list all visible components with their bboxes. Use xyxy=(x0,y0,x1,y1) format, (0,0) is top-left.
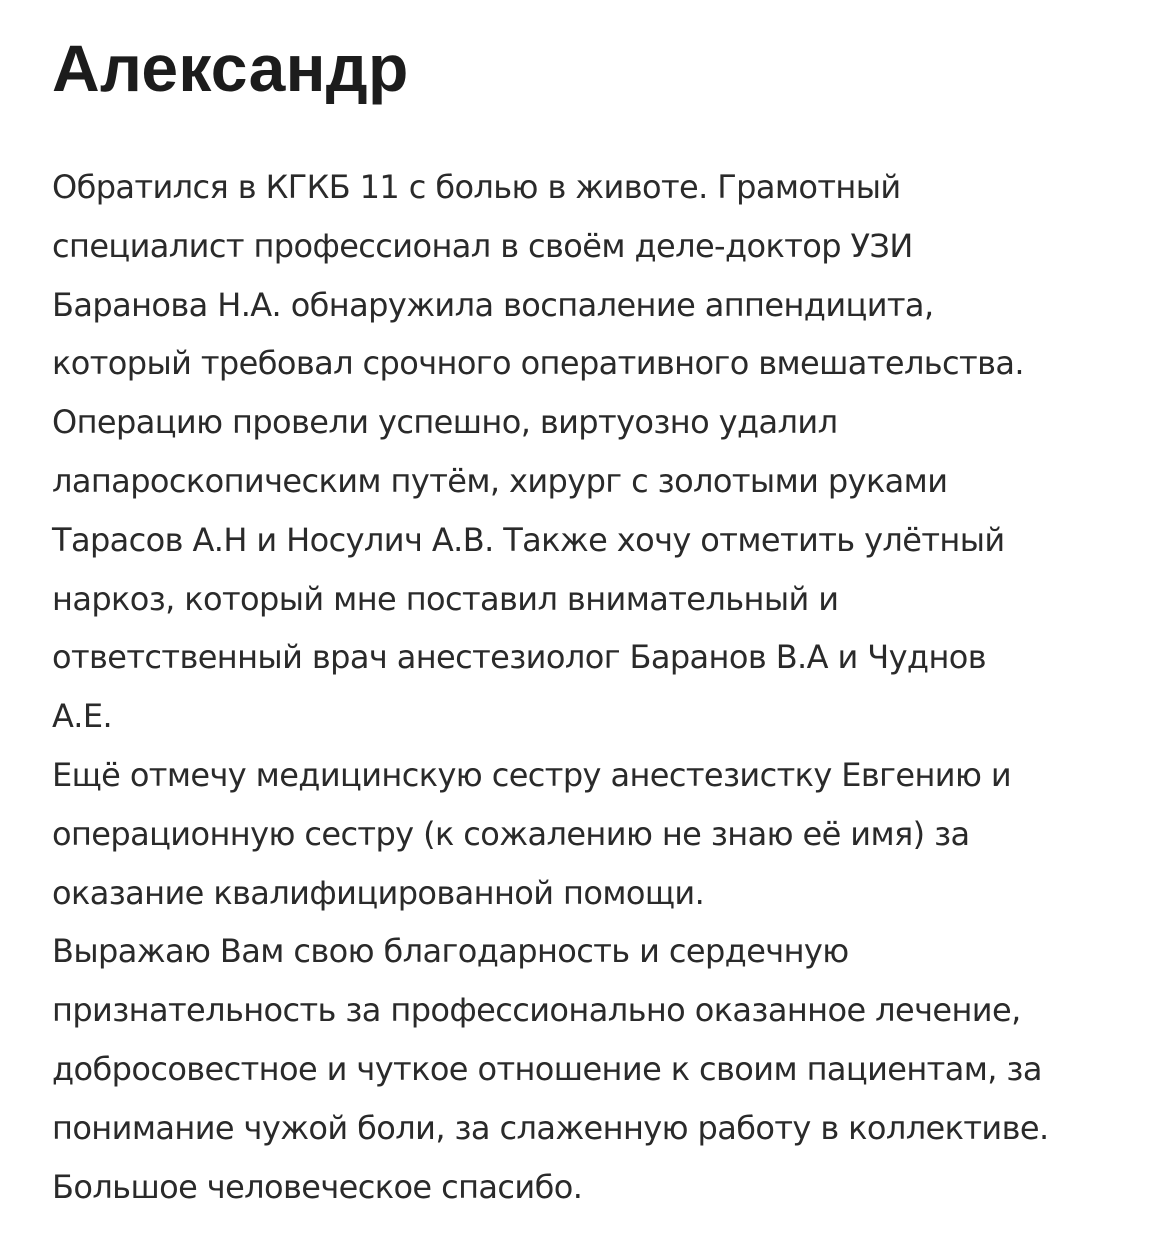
review-text-line: Выражаю Вам свою благодарность и сердечную xyxy=(52,932,849,971)
review-card xyxy=(52,26,1132,1206)
review-text-line: добросовестное и чуткое отношение к своим пациентам, за xyxy=(52,1049,1042,1088)
review-text-line: Обратился в КГКБ 11 с болью в животе. Грамотный xyxy=(52,168,901,206)
review-text-line: Тарасов А.Н и Носулич А.В. Также хочу отметить улётный xyxy=(52,520,1005,559)
review-text-line: оказание квалифицированной помощи. xyxy=(52,873,705,912)
review-text-line: Большое человеческое спасибо. xyxy=(52,1167,583,1206)
review-text-line: А.Е. xyxy=(52,697,113,736)
review-text-line: ответственный врач анестезиолог Баранов В.А и Чуднов xyxy=(52,638,987,677)
review-text xyxy=(52,158,1132,1216)
review-text-line: Баранова Н.А. обнаружила воспаление аппендицита, xyxy=(52,285,934,324)
review-text-line: признательность за профессионально оказанное лечение, xyxy=(52,991,1021,1030)
review-text-line: наркоз, который мне поставил внимательный и xyxy=(52,579,839,618)
review-text-line: лапароскопическим путём, хирург с золотыми руками xyxy=(52,461,948,500)
review-text-line: операционную сестру (к сожалению не знаю её имя) за xyxy=(52,814,970,853)
review-text-line: специалист профессионал в своём деле-доктор УЗИ xyxy=(52,226,913,265)
review-text-line: Операцию провели успешно, виртуозно удалил xyxy=(52,403,838,442)
review-text-line: Ещё отмечу медицинскую сестру анестезистку Евгению и xyxy=(52,755,1012,794)
review-text-line: который требовал срочного оперативного вмешательства. xyxy=(52,344,1024,383)
review-author-name: Александр xyxy=(52,31,409,105)
review-text-line: понимание чужой боли, за слаженную работу в коллективе. xyxy=(52,1108,1049,1147)
